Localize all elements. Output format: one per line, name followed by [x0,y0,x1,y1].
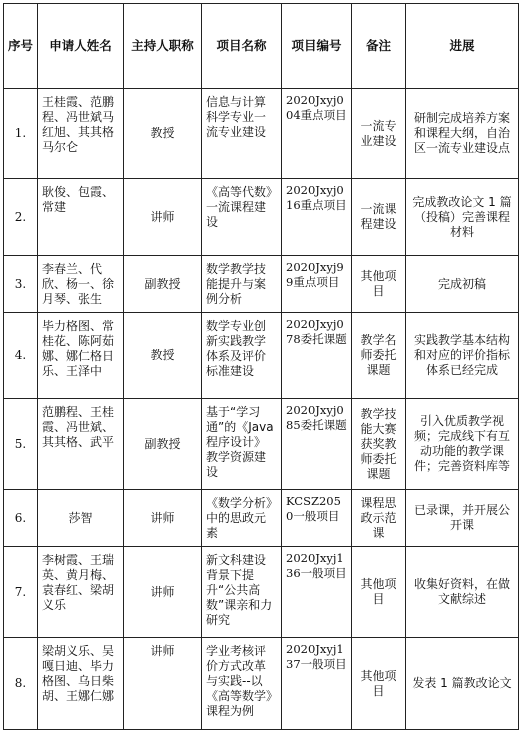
row-index: 5. [4,399,38,490]
row-index: 4. [4,313,38,399]
row-index: 7. [4,547,38,638]
row-note: 课程思政示范课 [352,490,406,547]
row-progress: 实践教学基本结构和对应的评价指标体系已经完成 [406,313,519,399]
row-index: 3. [4,256,38,313]
header-row [4,4,519,89]
row-progress: 引入优质教学视频；完成线下有互动功能的教学课件；完善资料库等 [406,399,519,490]
header-title: 主持人职称 [124,4,202,89]
row-project-name: 新文科建设背景下提升“公共高数”课亲和力研究 [202,547,282,638]
row-title: 讲师 [124,638,202,730]
row-project-code: KCSZ2050一般项目 [282,490,352,547]
row-project-code: 2020Jxyj99重点项目 [282,256,352,313]
row-project-name: 《数学分析》中的思政元素 [202,490,282,547]
header-progress: 进展 [406,4,519,89]
row-title: 讲师 [124,490,202,547]
row-applicants: 耿俊、包霞、常建 [38,179,124,256]
row-note: 其他项目 [352,547,406,638]
row-applicants: 莎智 [38,490,124,547]
row-index: 1. [4,89,38,179]
row-project-code: 2020Jxyj085委托课题 [282,399,352,490]
row-project-name: 学业考核评价方式改革与实践--以《高等数学》课程为例 [202,638,282,730]
header-note: 备注 [352,4,406,89]
row-applicants: 范鹏程、王桂霞、冯世斌、其其格、武平 [38,399,124,490]
row-index: 2. [4,179,38,256]
row-progress: 完成教改论文 1 篇（投稿）完善课程材料 [406,179,519,256]
table-row [4,256,519,313]
row-applicants: 毕力格图、常桂花、陈阿茹娜、娜仁格日乐、王泽中 [38,313,124,399]
row-progress: 发表 1 篇教改论文 [406,638,519,730]
row-index: 8. [4,638,38,730]
table-row [4,313,519,399]
row-project-name: 数学教学技能提升与案例分析 [202,256,282,313]
row-note: 其他项目 [352,638,406,730]
row-project-code: 2020Jxyj137一般项目 [282,638,352,730]
row-progress: 收集好资料，在做文献综述 [406,547,519,638]
row-title: 讲师 [124,547,202,638]
row-applicants: 王桂霞、范鹏程、冯世斌马红旭、其其格马尔仑 [38,89,124,179]
project-table [3,3,519,730]
row-progress: 已录课，并开展公开课 [406,490,519,547]
table-row [4,399,519,490]
row-title: 副教授 [124,399,202,490]
row-note: 教学名师委托课题 [352,313,406,399]
row-project-name: 信息与计算科学专业一流专业建设 [202,89,282,179]
row-title: 副教授 [124,256,202,313]
row-project-code: 2020Jxyj016重点项目 [282,179,352,256]
row-applicants: 李树霞、王瑞英、黄月梅、袁春红、梁胡义乐 [38,547,124,638]
row-index: 6. [4,490,38,547]
header-project-name: 项目名称 [202,4,282,89]
row-progress: 完成初稿 [406,256,519,313]
row-project-name: 数学专业创新实践教学体系及评价标准建设 [202,313,282,399]
row-project-name: 基于“学习通”的《Java程序设计》教学资源建设 [202,399,282,490]
table-row [4,638,519,730]
row-title: 教授 [124,89,202,179]
table-row [4,89,519,179]
header-index: 序号 [4,4,38,89]
row-project-code: 2020Jxyj078委托课题 [282,313,352,399]
row-note: 一流课程建设 [352,179,406,256]
row-project-name: 《高等代数》一流课程建设 [202,179,282,256]
row-project-code: 2020Jxyj004重点项目 [282,89,352,179]
row-note: 其他项目 [352,256,406,313]
row-title: 讲师 [124,179,202,256]
row-project-code: 2020Jxyj136一般项目 [282,547,352,638]
row-title: 教授 [124,313,202,399]
row-applicants: 李春兰、代欣、杨一、徐月琴、张生 [38,256,124,313]
row-note: 一流专业建设 [352,89,406,179]
table-row [4,179,519,256]
table-row [4,547,519,638]
row-note: 教学技能大赛获奖教师委托课题 [352,399,406,490]
row-progress: 研制完成培养方案和课程大纲，自治区一流专业建设点 [406,89,519,179]
header-project-code: 项目编号 [282,4,352,89]
header-applicants: 申请人姓名 [38,4,124,89]
table-row [4,490,519,547]
row-applicants: 梁胡义乐、吴嘎日迪、毕力格图、乌日柴胡、王娜仁娜 [38,638,124,730]
